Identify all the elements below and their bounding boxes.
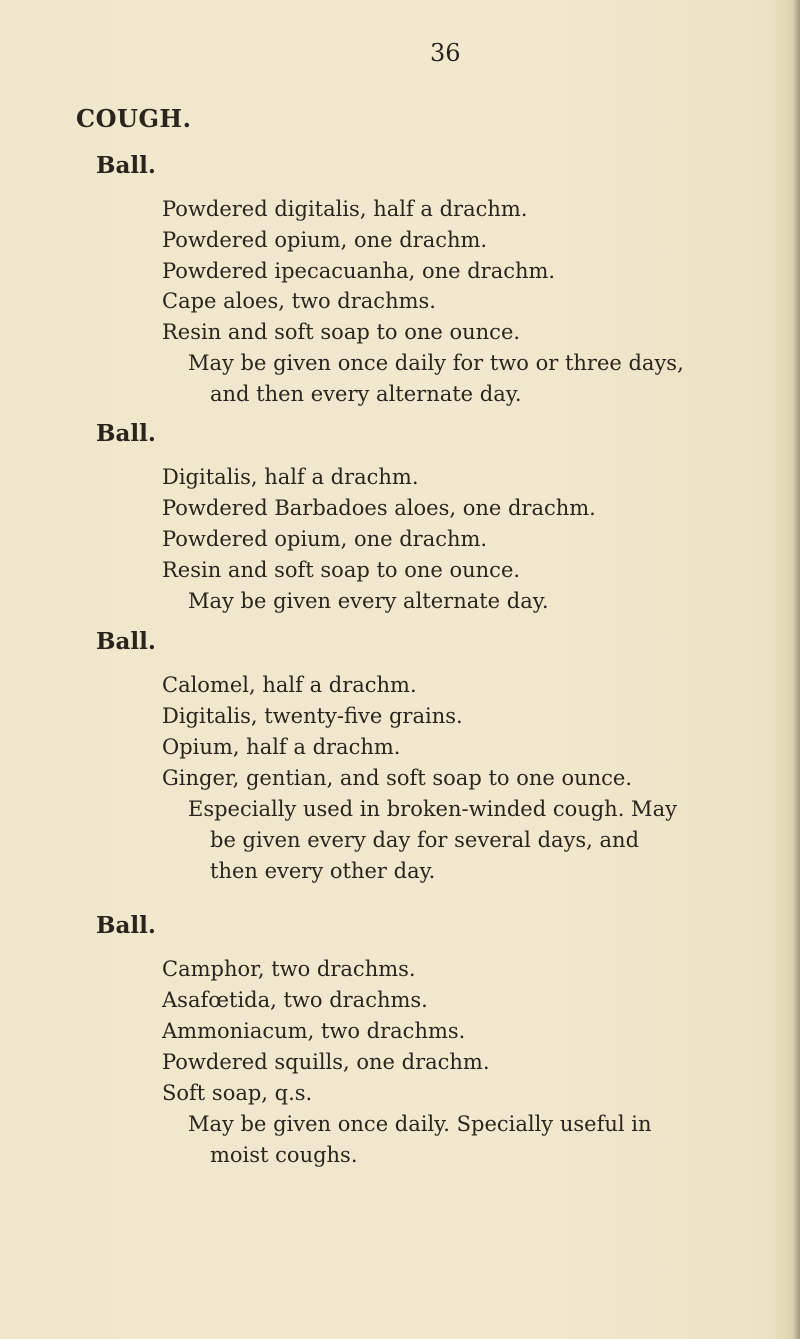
recipe-1-ingredient: Powdered digitalis, half a drachm.	[162, 197, 528, 221]
recipe-2-heading: Ball.	[96, 420, 156, 447]
recipe-3-ingredient: Digitalis, twenty-five grains.	[162, 704, 463, 728]
recipe-2-ingredient: Powdered opium, one drachm.	[162, 527, 488, 551]
page-edge-shadow	[792, 0, 800, 1339]
recipe-3-ingredient: Ginger, gentian, and soft soap to one ounce.	[162, 766, 633, 790]
recipe-1-note: May be given once daily for two or three days,	[188, 351, 684, 375]
recipe-2-note: May be given every alternate day.	[188, 589, 549, 613]
recipe-2-ingredient: Resin and soft soap to one ounce.	[162, 558, 521, 582]
recipe-3-ingredient: Calomel, half a drachm.	[162, 673, 417, 697]
recipe-1-ingredient: Resin and soft soap to one ounce.	[162, 320, 521, 344]
recipe-1-ingredient: Powdered ipecacuanha, one drachm.	[162, 259, 556, 283]
recipe-3-heading: Ball.	[96, 628, 156, 655]
recipe-3-ingredient: Opium, half a drachm.	[162, 735, 401, 759]
page-number: 36	[430, 39, 461, 67]
recipe-1-note: and then every alternate day.	[210, 382, 522, 406]
recipe-1-heading: Ball.	[96, 152, 156, 179]
recipe-4-ingredient: Ammoniacum, two drachms.	[162, 1019, 466, 1043]
recipe-4-ingredient: Asafœtida, two drachms.	[162, 988, 428, 1012]
recipe-4-ingredient: Camphor, two drachms.	[162, 957, 416, 981]
recipe-2-ingredient: Powdered Barbadoes aloes, one drachm.	[162, 496, 596, 520]
section-title: COUGH.	[76, 104, 192, 133]
recipe-3-note: be given every day for several days, and	[210, 828, 640, 852]
recipe-1-ingredient: Cape aloes, two drachms.	[162, 289, 436, 313]
recipe-3-note: Especially used in broken-winded cough. May	[188, 797, 677, 821]
recipe-3-note: then every other day.	[210, 859, 436, 883]
recipe-4-ingredient: Powdered squills, one drachm.	[162, 1050, 490, 1074]
recipe-4-note: moist coughs.	[210, 1143, 358, 1167]
recipe-4-heading: Ball.	[96, 912, 156, 939]
recipe-2-ingredient: Digitalis, half a drachm.	[162, 465, 419, 489]
recipe-4-ingredient: Soft soap, q.s.	[162, 1081, 313, 1105]
recipe-1-ingredient: Powdered opium, one drachm.	[162, 228, 488, 252]
recipe-4-note: May be given once daily. Specially useful in	[188, 1112, 652, 1136]
